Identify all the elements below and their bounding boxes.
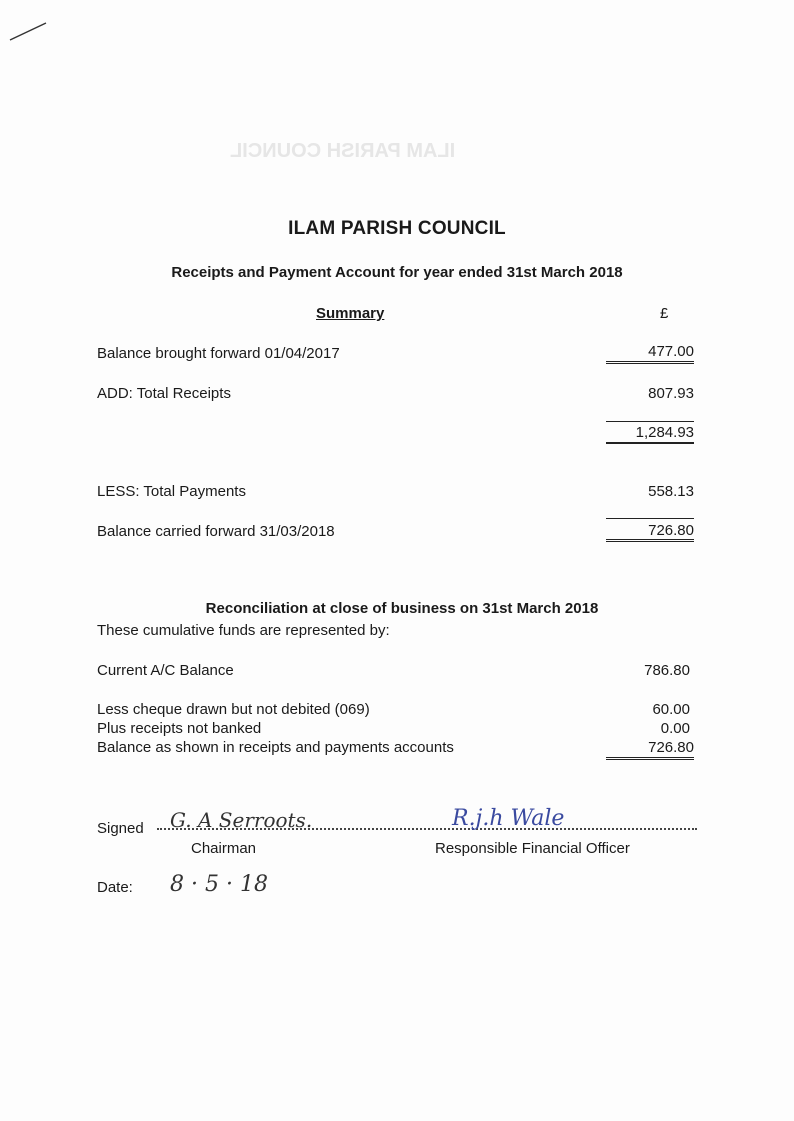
summary-row-amount-box: [606, 343, 694, 364]
rfo-signature: R.j.h Wale: [452, 806, 565, 831]
subtotal-box: [606, 421, 694, 444]
chairman-label: Chairman: [191, 840, 257, 857]
council-title: ILAM PARISH COUNCIL: [288, 218, 506, 239]
summary-row-amount-box: [606, 483, 694, 500]
reconciliation-row-label: Less cheque drawn but not debited (069): [97, 701, 370, 718]
summary-row-amount: 558.13: [648, 483, 694, 500]
reconciliation-row-amount: 60.00: [652, 701, 690, 718]
show-through-text: ILAM PARISH COUNCIL: [230, 140, 456, 162]
summary-row-amount: 726.80: [648, 522, 694, 539]
reconciliation-total-box: [606, 739, 694, 760]
summary-row-label: Balance carried forward 31/03/2018: [97, 523, 335, 540]
reconciliation-row-label: Plus receipts not banked: [97, 720, 262, 737]
summary-heading: Summary: [316, 305, 385, 322]
reconciliation-row-label: Current A/C Balance: [97, 662, 234, 679]
summary-row-amount: 477.00: [648, 343, 694, 360]
reconciliation-intro: These cumulative funds are represented by:: [97, 622, 390, 639]
date-value: 8 · 5 · 18: [170, 872, 268, 897]
chairman-signature: G. A Serroots.: [170, 808, 313, 832]
pen-mark: [8, 20, 48, 42]
reconciliation-row-amount: 786.80: [644, 662, 690, 679]
summary-row-label: Balance brought forward 01/04/2017: [97, 345, 340, 362]
summary-row-amount: 807.93: [648, 385, 694, 402]
subtotal-amount: 1,284.93: [635, 424, 694, 441]
account-subtitle: Receipts and Payment Account for year ended 31st March 2018: [171, 264, 623, 281]
reconciliation-row-amount: 0.00: [660, 720, 690, 737]
rfo-label: Responsible Financial Officer: [435, 840, 630, 857]
reconciliation-heading: Reconciliation at close of business on 31st March 2018: [205, 600, 599, 617]
signed-label: Signed: [97, 820, 144, 837]
reconciliation-row-label: Balance as shown in receipts and payments accounts: [97, 739, 454, 756]
summary-row-label: ADD: Total Receipts: [97, 385, 231, 402]
date-label: Date:: [97, 879, 133, 896]
summary-row-amount-box: [606, 385, 694, 402]
summary-row-label: LESS: Total Payments: [97, 483, 246, 500]
currency-symbol: £: [660, 305, 669, 322]
summary-row-amount-box: [606, 518, 694, 542]
reconciliation-total-amount: 726.80: [648, 739, 694, 756]
